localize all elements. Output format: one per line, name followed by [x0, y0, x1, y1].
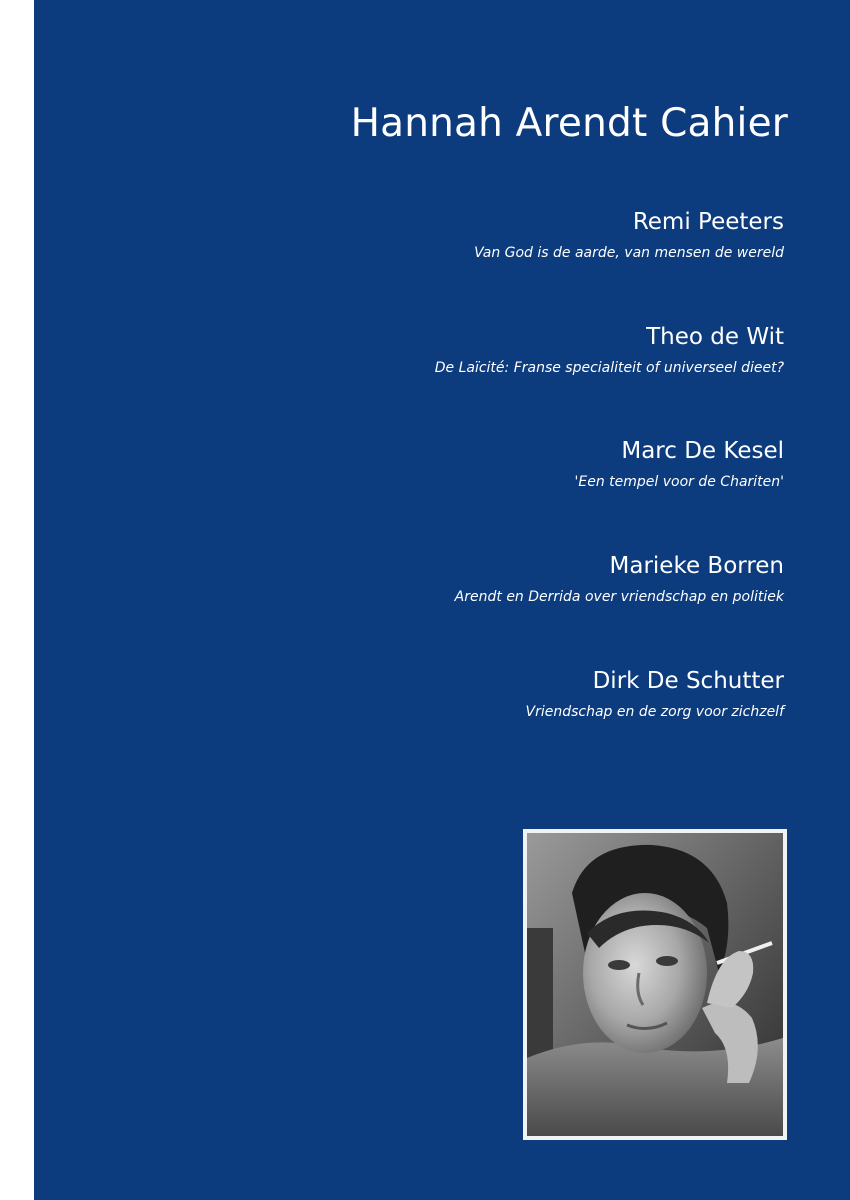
- author-name: Remi Peeters: [632, 209, 784, 235]
- essay-title: De Laïcité: Franse specialiteit of universeel dieet?: [434, 360, 784, 376]
- essay-title: Van God is de aarde, van mensen de wereld: [474, 245, 784, 261]
- cover-title: Hannah Arendt Cahier: [350, 101, 788, 146]
- essay-title: 'Een tempel voor de Chariten': [574, 474, 784, 490]
- contribution-3: [64, 436, 784, 492]
- contribution-1: [64, 207, 784, 263]
- essay-title: Vriendschap en de zorg voor zichzelf: [525, 704, 784, 720]
- contribution-4: [64, 551, 784, 607]
- author-name: Marieke Borren: [609, 553, 784, 579]
- author-name: Theo de Wit: [646, 324, 784, 350]
- author-name: Marc De Kesel: [621, 438, 784, 464]
- portrait-photo-icon: [527, 833, 783, 1136]
- contribution-5: [64, 666, 784, 722]
- essay-title: Arendt en Derrida over vriendschap en politiek: [454, 589, 784, 605]
- portrait-photo: [523, 829, 787, 1140]
- contribution-2: [64, 322, 784, 378]
- author-name: Dirk De Schutter: [592, 668, 784, 694]
